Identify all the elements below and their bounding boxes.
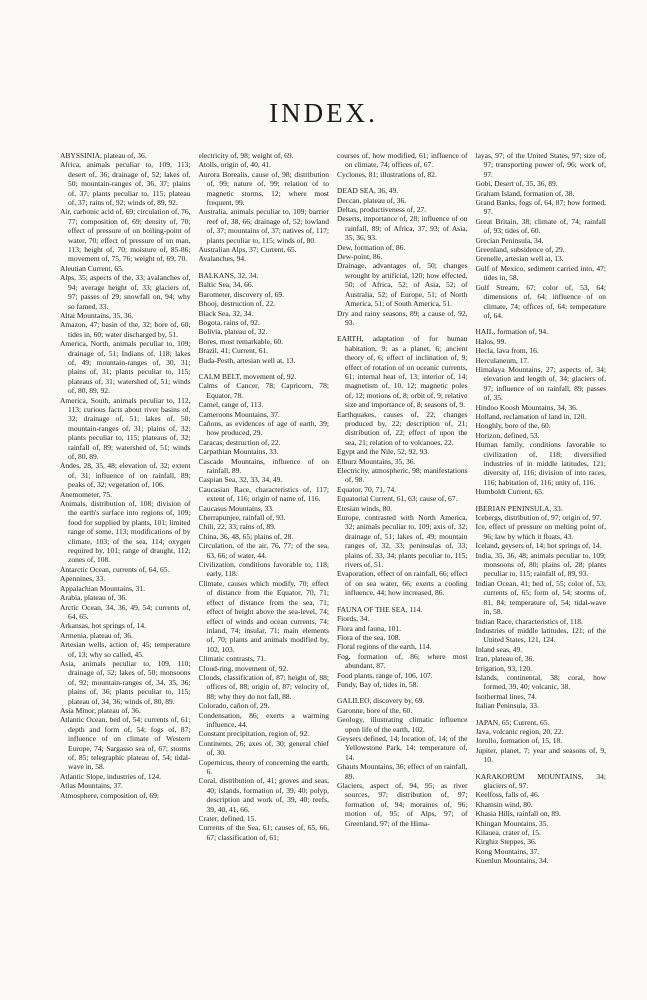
index-entry: Atolls, origin of, 40, 41.: [198, 160, 271, 170]
index-entry: Bolivia, plateau of, 32.: [198, 327, 268, 337]
index-entry: Halos, 99.: [475, 336, 507, 346]
index-entry: Icebergs, distribution of, 97; origin of, 97.: [475, 513, 602, 523]
index-entry: Amazon, 47; basin of the, 32; bore of, 60; tides in, 60; water discharged by, 51.: [60, 320, 191, 339]
index-entry: Aleutian Current, 65.: [60, 263, 124, 273]
index-entry: Colorado, cañon of, 29.: [198, 701, 270, 711]
index-entry: Cyclones, 81; illustrations of, 82.: [337, 169, 437, 179]
index-entry: Hindoo Koosh Mountains, 34, 36.: [475, 402, 578, 412]
index-entry: Climate, causes which modify, 70; effect of distance from the Equator, 70, 71; effect of distance from the sea, 71; effect of height above the sea-level, 74; effect of winds and ocean currents, 74; inland, 74; insular, 71; main elements of, 70; plants and animals modified by, 102, 103.: [198, 578, 329, 654]
index-entry: Gobi, Desert of, 35, 36, 89.: [475, 179, 558, 189]
index-entry: Cameroons Mountains, 37.: [198, 409, 280, 419]
index-entry: Dew, formation of, 86.: [337, 242, 406, 252]
index-entry: Condensation, 86; exerts a warming influence, 44.: [198, 710, 329, 729]
index-entry: Etesian winds, 80.: [337, 503, 392, 513]
index-entry: Camel, range of, 113.: [198, 400, 264, 410]
index-column-1: [60, 151, 191, 981]
index-entry: Australia, animals peculiar to, 109; barrier reef of, 38, 66; drainage of, 52; lowland of, 37; mountains of, 37; natives of, 117; plants peculiar to, 115; winds of, 80.: [198, 207, 329, 245]
index-entry: Gulf of Mexico, sediment carried into, 47; tides in, 58.: [475, 263, 606, 283]
index-entry: Caracas, destruction of, 22.: [198, 437, 281, 447]
index-entry: Kilauea, crater of, 15.: [475, 828, 541, 838]
index-entry: Geology, illustrating climatic influence upon life of the earth, 102.: [337, 715, 468, 734]
index-entry: DEAD SEA, 36, 49.: [337, 186, 399, 196]
index-entry: JAPAN, 65; Current, 65.: [475, 717, 550, 727]
index-entry: Africa, animals peculiar to, 109, 113; desert of, 36; drainage of, 52; lakes of, 50; mountain-ranges of, 36, 37; plains of, 37; plants peculiar to, 115; plateau of, 37; rains of, 92; winds of, 89, 92.: [60, 160, 191, 208]
index-entry: Graham Island, formation of, 38.: [475, 188, 575, 198]
index-entry: Earthquakes, causes of, 22; changes produced by, 22; description of, 21; distribution of, 22; effect of upon the sea, 21; relation of to volcanoes, 22.: [337, 409, 468, 447]
index-entry: Grenelle, artesian well at, 13.: [475, 254, 564, 264]
index-entry: Keelfoss, falls of, 46.: [475, 790, 540, 800]
index-entry: Indian Race, characteristics of, 118.: [475, 616, 583, 626]
section-gap: [476, 765, 607, 772]
index-entry: Ice, effect of pressure on melting point of, 96; law by which it floats, 43.: [475, 522, 606, 541]
section-gap: [337, 179, 468, 186]
index-entry: CALM BELT, movement of, 92.: [198, 371, 297, 381]
index-entry: Iceland, geysers of, 14; hot springs of, 14.: [475, 541, 602, 551]
index-entry: Flora and fauna, 101.: [337, 623, 401, 633]
index-entry: layas, 97; of the United States, 97; size of, 97; transporting power of, 96; work of, 97.: [475, 151, 606, 179]
index-entry: Calms of Cancer, 78; Capricorn, 78; Equator, 78.: [198, 381, 329, 400]
index-entry: Circulation, of the air, 76, 77; of the sea, 63, 66; of water, 44.: [198, 541, 329, 560]
index-entry: Andes, 28, 35, 48; elevation of, 32; extent of, 31; influence of on rainfall, 89; peaks of, 32; vegetation of, 106.: [60, 461, 191, 490]
index-entry: courses of, how modified, 61; influence of on climate, 74; offices of, 67.: [337, 151, 468, 170]
index-entry: Drainage, advantages of, 50; changes wrought by artificial, 120; how effected, 50; of Africa, 52; of Asia, 52; of Australia, 52; of Europe, 51; of North America, 51; of South America, 51.: [337, 261, 468, 309]
index-entry: Caucasian Race, characteristics of, 117; extent of, 116; origin of name of, 116.: [198, 484, 329, 504]
index-entry: Dew-point, 86.: [337, 252, 383, 262]
index-entry: Geysers defined, 14; location of, 14; of the Yellowstone Park, 14; temperature of, 14.: [337, 733, 468, 762]
index-entry: Continents, 26; axes of, 30; general chief of, 30.: [198, 738, 329, 758]
index-entry: Altai Mountains, 35, 36.: [60, 310, 134, 320]
index-entry: Copernicus, theory of concerning the earth, 6.: [198, 757, 329, 776]
index-entry: Coral, distribution of, 41; groves and seas, 40; islands, formation of, 39, 40; polyp, description and work of, 39, 40; reefs, 39, 40, 41, 66.: [198, 776, 329, 814]
index-entry: Fundy, Bay of, tides in, 58.: [337, 679, 419, 689]
section-gap: [199, 365, 330, 372]
index-entry: India, 35, 36, 48; animals peculiar to, 109; monsoons of, 80; plains of, 28; plants peculiar to, 115; rainfall of, 89, 93.: [475, 550, 606, 579]
index-entry: Cañons, as evidences of age of earth, 39; how produced, 29.: [198, 418, 329, 438]
index-column-4: [476, 151, 607, 981]
index-entry: Horizon, defined, 53.: [475, 430, 540, 440]
index-entry: Floral regions of the earth, 114.: [337, 642, 432, 652]
index-entry: Arctic Ocean, 34, 36, 49, 54; currents of, 64, 65.: [60, 602, 191, 621]
index-entry: GALILEO, discovery by, 69.: [337, 696, 425, 706]
index-columns: [60, 151, 606, 981]
index-entry: Crater, defined, 15.: [198, 814, 257, 824]
index-entry: Indian Ocean, 41; bed of, 55; color of, 53; currents of, 65; form of, 54; storms of, 81, 84; temperature of, 54; tidal-wave in, 58.: [475, 578, 606, 617]
index-entry: Antarctic Ocean, currents of, 64, 65.: [60, 564, 170, 574]
index-entry: Kong Mountains, 37.: [475, 846, 540, 856]
section-gap: [476, 497, 607, 504]
index-entry: Jupiter, planet, 7; year and seasons of, 9, 10.: [475, 745, 606, 765]
index-entry: Atlantic Ocean, bed of, 54; currents of, 61; depth and form of, 54; fogs of, 87; influence of on climate of Western Europe, 74; Sargasso sea of, 67; storms of, 85; telegraphic plateau of, 54; tidal-wave in, 58.: [60, 715, 191, 772]
section-gap: [337, 598, 468, 605]
page-title: INDEX.: [269, 98, 378, 128]
index-entry: Garonne, bore of the, 60.: [337, 705, 413, 715]
index-entry: Ghauts Mountains, 36; effect of on rainfall, 89.: [337, 762, 468, 781]
index-entry: Hecla, lava from, 16.: [475, 346, 539, 356]
index-entry: Europe, contrasted with North America, 32; animals peculiar to, 109; axis of, 32; drainage of, 51; lakes of, 49; mountain ranges of, 32, 33; peninsulas of, 33; plains of, 33, 34; plants peculiar to, 115; rivers of, 51.: [337, 513, 468, 570]
index-entry: Grand Banks, fogs of, 64, 87; how formed, 97.: [475, 198, 606, 217]
index-entry: Civilization, conditions favorable to, 118; early, 118.: [198, 560, 329, 579]
index-entry: Asia, animals peculiar to, 109, 110; drainage of, 52; lakes of, 50; monsoons of, 92; mountain-ranges of, 34, 35, 36; plains of, 36; plants peculiar to, 115; plateau of, 34, 36; winds of, 80, 89.: [60, 658, 191, 706]
index-entry: Bogota, rains of, 92.: [198, 317, 260, 327]
index-entry: Evaporation, effect of on rainfall, 66; effect of on sea water, 66; exerts a cooling influence, 44; how increased, 86.: [337, 569, 468, 598]
index-entry: Iran, plateau of, 36.: [475, 654, 535, 664]
index-column-2: [199, 151, 330, 981]
index-entry: Humboldt Current, 65.: [475, 487, 544, 497]
index-entry: Climatic contrasts, 71.: [198, 654, 266, 664]
section-gap: [337, 327, 468, 334]
index-entry: Australian Alps, 37; Current, 65.: [198, 245, 297, 255]
index-entry: Constant precipitation, region of, 92.: [198, 729, 310, 739]
index-entry: Glaciers, aspect of, 94, 95; as river sources, 97; distribution of, 97; formation of, 94; moraines of, 96; motion of, 95; of Alps, 97; of Greenland, 97; of the Hima-: [337, 781, 468, 828]
index-entry: Chili, 22, 33; rains of, 89.: [198, 522, 276, 532]
index-entry: Black Sea, 32, 34.: [198, 308, 254, 318]
index-entry: Fog, formation of, 86; where most abundant, 87.: [337, 651, 468, 671]
index-entry: KARAKORUM MOUNTAINS, 34; glaciers of, 97.: [475, 771, 606, 790]
index-entry: Food plants, range of, 106, 107.: [337, 670, 433, 680]
index-entry: Deccan, plateau of, 36.: [337, 195, 407, 205]
index-entry: Atmosphere, composition of, 69;: [60, 790, 159, 800]
index-entry: Deserts, importance of, 28; influence of on rainfall, 89; of Africa, 37, 93; of Asia, 35, 36, 93.: [337, 214, 468, 243]
index-entry: Gulf Stream, 67; color of, 53, 64; dimensions of, 64; influence of on climate, 74; offices of, 64; temperature of, 64.: [475, 282, 606, 320]
index-entry: Cloud-ring, movement of, 92.: [198, 663, 289, 673]
index-entry: Clouds, classification of, 87; height of, 88; offices of, 88; origin of, 87; velocity of, 88; why they do not fall, 88.: [198, 672, 329, 701]
index-entry: Italian Peninsula, 33.: [475, 701, 539, 711]
index-entry: Carpathian Mountains, 33.: [198, 447, 279, 457]
index-entry: Asia Minor, plateau of, 36.: [60, 705, 141, 715]
index-entry: Currents of the Sea, 61; causes of, 65, 66, 67; classification of, 61;: [198, 823, 329, 842]
section-gap: [476, 711, 607, 718]
index-entry: Brazil, 41; Current, 61.: [198, 346, 269, 356]
index-entry: Great Britain, 38; climate of, 74; rainfall of, 93; tides of, 60.: [475, 216, 606, 236]
index-entry: America, North, animals peculiar to, 109; drainage of, 51; Indians of, 118; lakes of, 49; mountain-ranges of, 30, 31; plains of, 31; plants peculiar to, 115; plateaus of, 31; watershed of, 51; winds of, 80, 89, 92.: [60, 339, 191, 396]
index-entry: America, South, animals peculiar to, 112, 113; curious facts about river basins of, 32; drainage of, 51; lakes of, 50; mountain-ranges of, 31; plains of, 32; plants peculiar to, 115; plateaus of, 32; rainfall of, 89; watershed of, 51; winds of, 80, 89.: [60, 395, 191, 461]
index-entry: Atlas Mountains, 37.: [60, 781, 123, 791]
index-entry: ABYSSINIA, plateau of, 36.: [60, 151, 147, 160]
index-entry: Barometer, discovery of, 69.: [198, 289, 285, 299]
index-entry: IBERIAN PENINSULA, 33.: [475, 503, 563, 513]
index-entry: Artesian wells, action of, 45; temperature of, 13; why so called, 45.: [60, 640, 191, 659]
section-gap: [337, 689, 468, 696]
index-entry: Appalachian Mountains, 31.: [60, 583, 145, 593]
index-entry: Industries of middle latitudes, 121; of the United States, 121, 124.: [475, 625, 606, 645]
index-entry: Kuenlun Mountains, 34.: [475, 856, 549, 866]
index-entry: BALKANS, 32, 34.: [198, 270, 259, 280]
index-entry: Himalaya Mountains, 27; aspects of, 34; elevation and length of, 34; glaciers of, 97; influence of on rainfall, 89; passes of, 35.: [475, 364, 606, 403]
index-entry: Khasia Hills, rainfall on, 89.: [475, 809, 561, 819]
index-entry: Hooghly, bore of the, 60.: [475, 421, 551, 431]
index-entry: Buda-Pesth, artesian well at, 13.: [198, 355, 296, 365]
index-entry: Human family, conditions favorable to civilization of, 118; diversified industries of in middle latitudes, 121; diversity of, 116; division of into races, 116; habitation of, 116; unity of, 116.: [475, 440, 606, 487]
index-entry: Apennines, 33.: [60, 574, 106, 584]
index-entry: EARTH, adaptation of for human habitation, 9; as a planet, 6; ancient theory of, 6; effect of inclination of, 9; effect of rotation of on oceanic currents, 61; internal heat of, 13; interior of, 14; magnetism of, 10, 12; magnetic poles of, 12; motions of, 8; orbit of, 9; relative size and importance of, 8; seasons of, 9.: [337, 334, 468, 410]
index-entry: Cherrapunjee, rainfall of, 93.: [198, 513, 286, 523]
index-entry: Holland, reclamation of land in, 120.: [475, 411, 587, 421]
index-entry: Electricity, atmospheric, 98; manifestations of, 98.: [337, 466, 468, 485]
index-entry: Khingan Mountains, 35.: [475, 818, 549, 828]
index-entry: Deltas, productiveness of, 27.: [337, 205, 427, 215]
index-entry: Dry and rainy seasons, 89; a cause of, 92, 93.: [337, 308, 468, 327]
index-entry: Java, volcanic region, 20, 22.: [475, 726, 564, 736]
index-entry: Alps, 35; aspects of the, 33; avalanches of, 94; average height of, 33; glaciers of, 97; passes of 29; snowfall on, 94; why so famed, 33.: [60, 273, 191, 311]
index-entry: Baltic Sea, 34, 66.: [198, 280, 254, 290]
index-entry: Arkansas, hot springs of, 14.: [60, 621, 147, 631]
index-entry: Caucasus Mountains, 33.: [198, 503, 274, 513]
index-entry: Isothermal lines, 74.: [475, 691, 537, 701]
section-gap: [476, 320, 607, 327]
index-entry: Bhooj, destruction of, 22.: [198, 299, 276, 309]
index-entry: Bores, most remarkable, 60.: [198, 336, 284, 346]
index-entry: Caspian Sea, 32, 33, 34, 49.: [198, 475, 283, 485]
index-entry: Anemometer, 75.: [60, 489, 112, 499]
index-entry: Irrigation, 93, 120.: [475, 663, 532, 673]
index-entry: Equatorial Current, 61, 63; cause of, 67.: [337, 494, 458, 504]
index-entry: Atlantic Slope, industries of, 124.: [60, 771, 162, 781]
index-column-3: [337, 151, 468, 981]
index-entry: Air, carbonic acid of, 69; circulation of, 76, 77; composition of, 69; density of, 70; effect of pressure of on boiling-point of water, 70; effect of pressure of on man, 113; height of, 70; moisture of, 85-86; movement of, 75, 76; weight of, 69, 70.: [60, 207, 191, 264]
index-entry: Islands, continental, 38; coral, how formed, 39, 40; volcanic, 38.: [475, 672, 606, 692]
index-entry: Inland seas, 49.: [475, 644, 523, 654]
index-entry: Kirghiz Steppes, 36.: [475, 837, 537, 847]
index-entry: Egypt and the Nile, 52, 92, 93.: [337, 447, 430, 457]
index-entry: Avalanches, 94.: [198, 254, 247, 264]
index-entry: Animals, distribution of, 108; division of the earth's surface into regions of, 109; food for supplied by plants, 101; limited range of some, 113; modifications of by climate, 103; of the sea, 114; oxygen required by, 101; range of draught, 112; zones of, 108.: [60, 499, 191, 565]
index-entry: FAUNA OF THE SEA, 114.: [337, 604, 423, 614]
index-entry: Flora of the sea, 108.: [337, 632, 401, 642]
index-entry: Greenland, subsidence of, 29.: [475, 245, 565, 255]
index-entry: Armenia, plateau of, 36.: [60, 630, 133, 640]
index-entry: Equator, 70, 71, 74.: [337, 484, 397, 494]
index-entry: Cascade Mountains, influence of on rainfall, 89.: [198, 456, 329, 475]
index-entry: HAIL, formation of, 94.: [475, 327, 548, 337]
index-entry: Aurora Borealis, cause of, 98; distribution of, 99; nature of, 99; relation of to magnetic storms, 12; where most frequent, 99.: [198, 169, 329, 208]
index-entry: Khamsin wind, 80.: [475, 799, 533, 809]
section-gap: [199, 264, 330, 271]
index-entry: Herculaneum, 17.: [475, 355, 530, 365]
index-entry: China, 36, 48, 65; plains of, 28.: [198, 531, 294, 541]
index-entry: Grecian Peninsula, 34.: [475, 235, 544, 245]
index-entry: Fiords, 34.: [337, 614, 370, 624]
index-entry: Arabia, plateau of, 36.: [60, 593, 128, 603]
index-entry: electricity of, 98; weight of, 69.: [198, 151, 294, 160]
index-entry: Elburz Mountains, 35, 36.: [337, 456, 416, 466]
index-entry: Jorullo, formation of, 15, 18.: [475, 736, 563, 746]
